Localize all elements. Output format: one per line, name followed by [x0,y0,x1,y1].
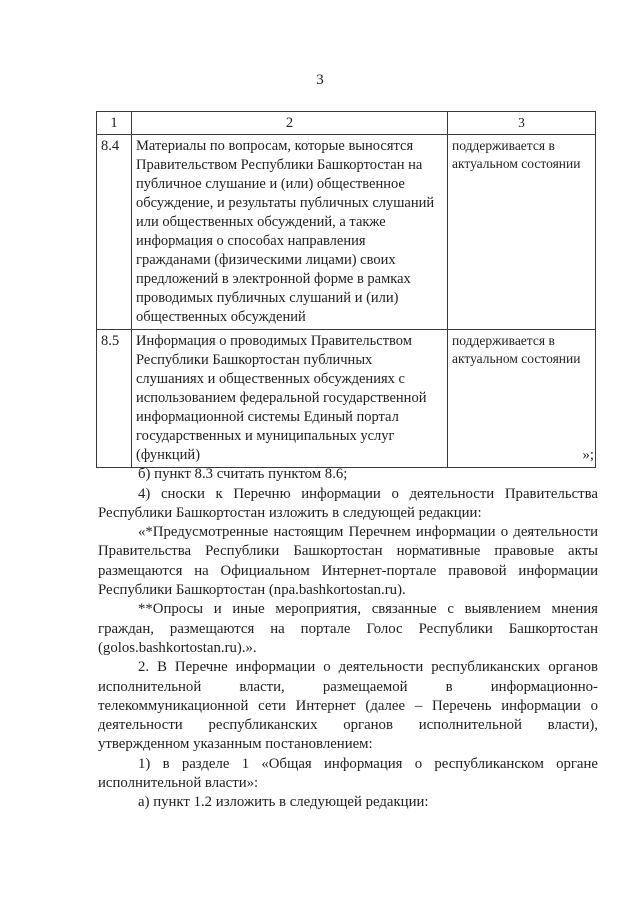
table-header-row [97,112,596,135]
paragraph-footnote-2: **Опросы и иные мероприятия, связанные с выявлением мнения граждан, размещаются на портале Голос Республики Башкортостан (golos.bashkortostan.ru).». [98,601,598,656]
row-status: поддерживается в актуальном состоянии [448,135,596,330]
table-header-cell: 2 [132,112,448,135]
row-number: 8.5 [97,330,132,468]
paragraph-subsection-1: 1) в разделе 1 «Общая информация о республиканском органе исполнительной власти»: [98,755,598,792]
paragraph-footnote-1: «*Предусмотренные настоящим Перечнем информации о деятельности Правительства Республики Башкортостан нормативные правовые акты размещаются на Официальном Интернет-портале правовой информации Республики Башкортостан (npa.bashkortostan.ru). [98,524,598,599]
document-body [98,446,598,813]
paragraph-item-a: а) пункт 1.2 изложить в следующей редакции: [138,794,429,811]
paragraph-section-2: 2. В Перечне информации о деятельности республиканских органов исполнительной власти, размещаемой в информационно-телекоммуникационной сети Интернет (далее – Перечень информации о деятельности республиканских органов исполнительной власти), утвержденном указанным постановлением: [98,659,598,753]
closing-quote: »; [582,447,594,463]
page-number: 3 [316,72,324,88]
row-description: Материалы по вопросам, которые выносятся Правительством Республики Башкортостан на публичное слушание и (или) общественное обсуждение, и результаты публичных слушаний или общественных обсуждений, а также информация о способах направления гражданами (физическими лицами) своих предложений в электронной форме в рамках проводимых публичных слушаний и (или) общественных обсуждений [132,135,448,330]
table-row [97,135,596,330]
row-description: Информация о проводимых Правительством Республики Башкортостан публичных слушаниях и общественных обсуждениях с использованием федеральной государственной информационной системы Единый портал государственных и муниципальных услуг (функций) [132,330,448,468]
table-header-cell: 3 [448,112,596,135]
table-header-cell: 1 [97,112,132,135]
paragraph-footnotes: 4) сноски к Перечню информации о деятельности Правительства Республики Башкортостан изложить в следующей редакции: [98,485,598,521]
row-number: 8.4 [97,135,132,330]
information-table [96,111,596,468]
paragraph-item-b: б) пункт 8.3 считать пунктом 8.6; [138,466,348,483]
row-status: поддерживается в актуальном состоянии [448,330,596,468]
